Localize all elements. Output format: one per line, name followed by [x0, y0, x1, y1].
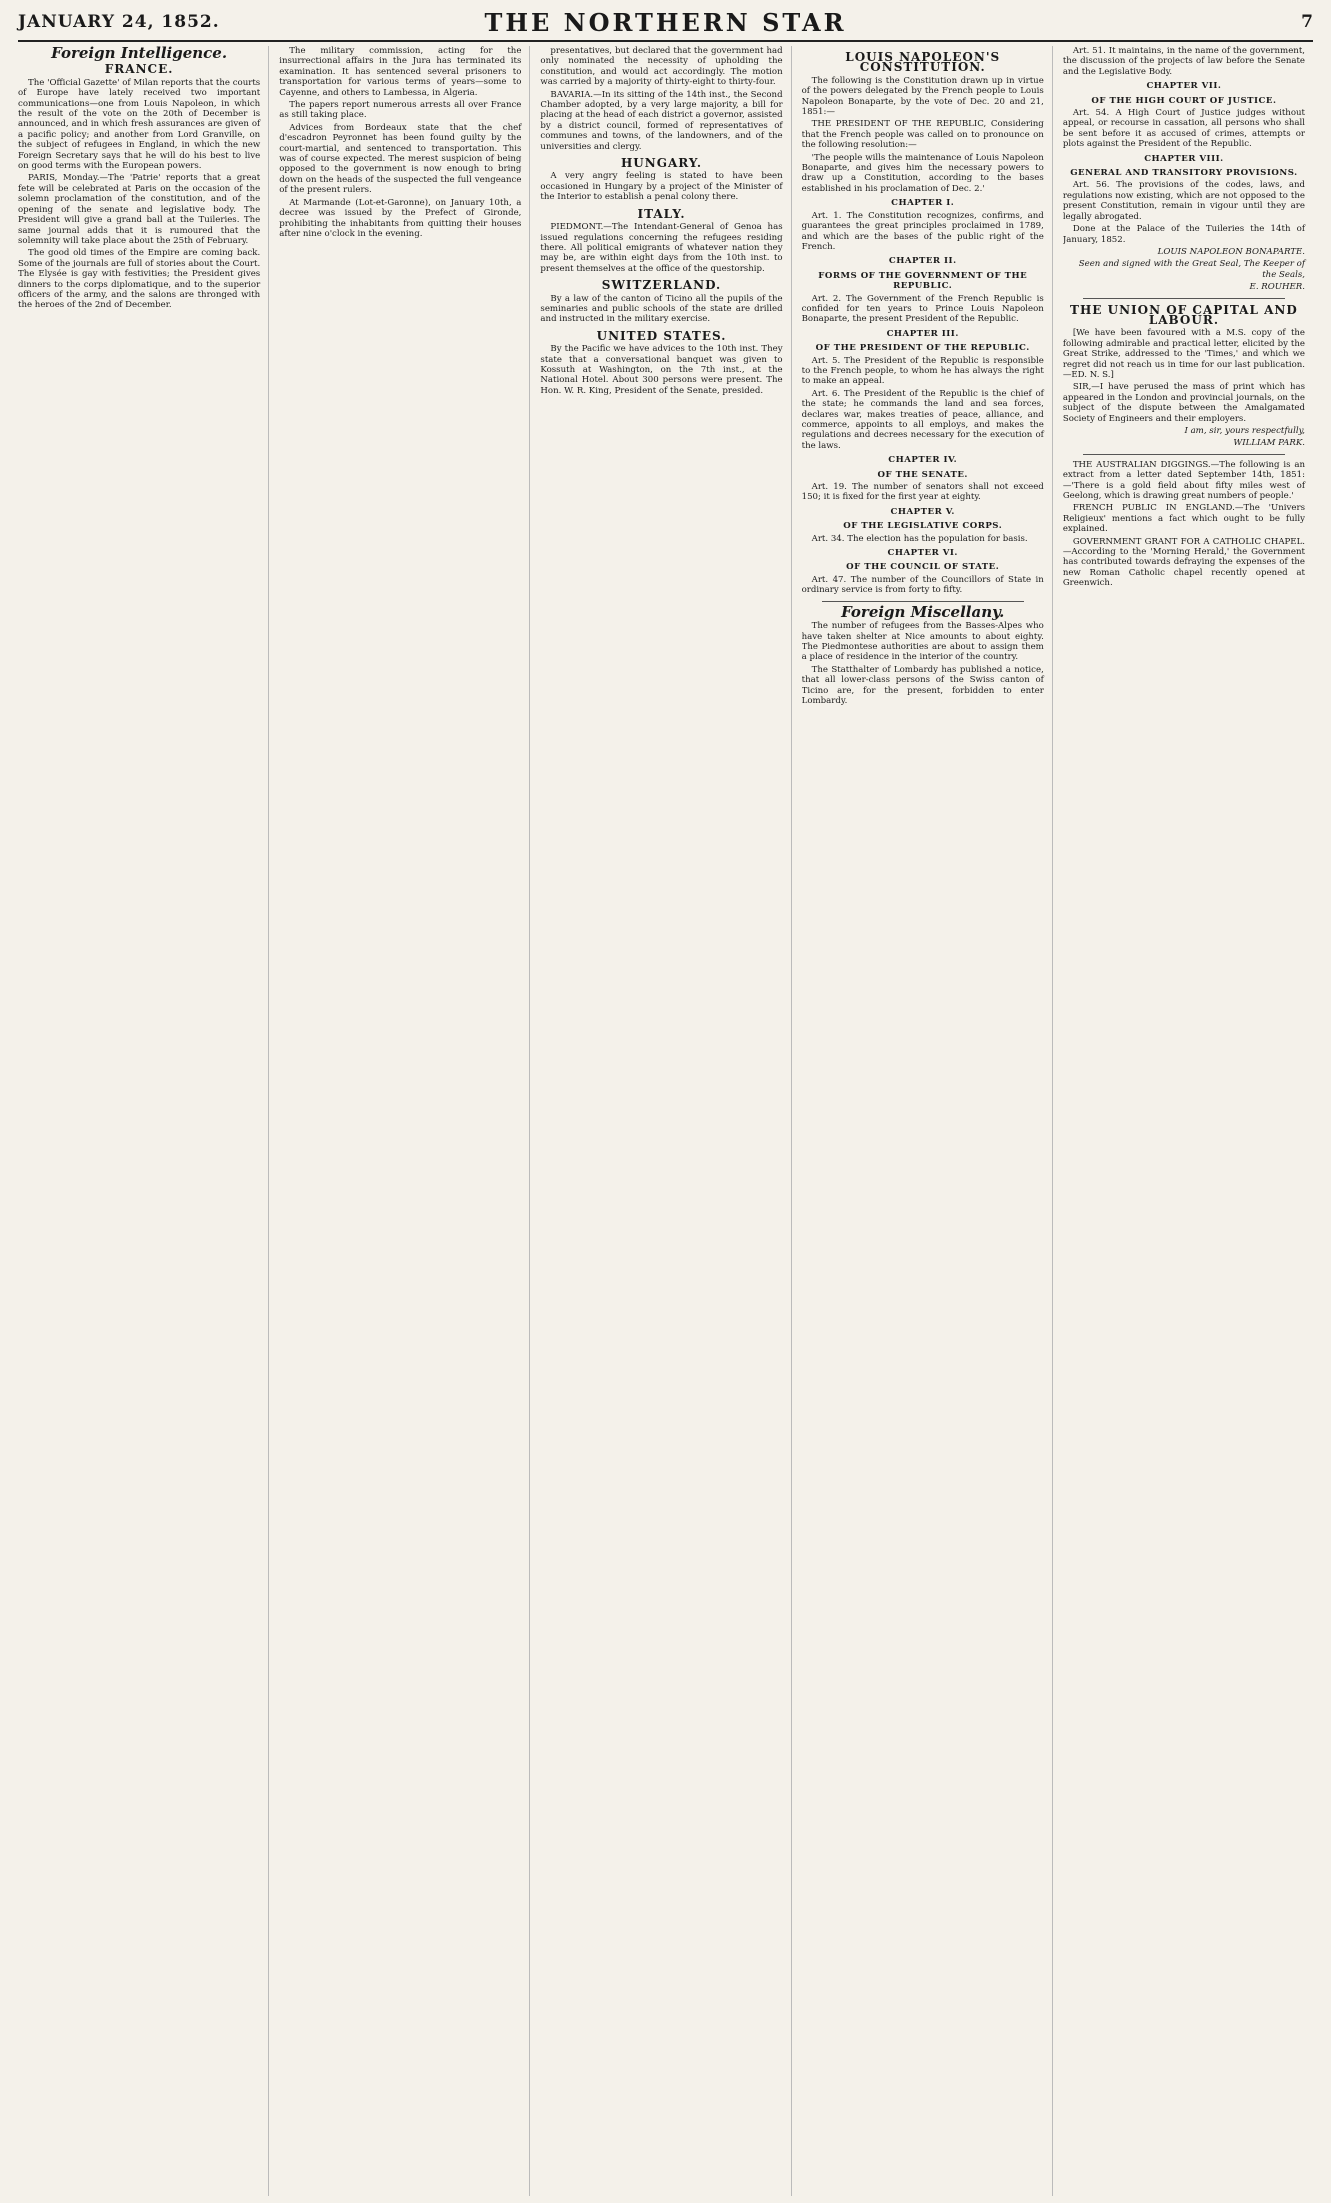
union-heading: THE UNION OF CAPITAL AND LABOUR. [1070, 302, 1298, 327]
chapter-subheading: OF THE HIGH COURT OF JUSTICE. [1091, 95, 1277, 106]
chapter-subheading: OF THE PRESIDENT OF THE REPUBLIC. [815, 343, 1030, 354]
article-paragraph: Art. 5. The President of the Republic is responsible to the French people, to whom he has always the right to make an appeal. [801, 355, 1044, 387]
column-5 [1063, 46, 1313, 2196]
chapter-subheading: OF THE LEGISLATIVE CORPS. [843, 521, 1003, 532]
article-paragraph: Art. 54. A High Court of Justice judges without appeal, or recourse in cassation, all persons who shall be sent before it as accused of crimes, attempts or plots against the President of the Republic. [1062, 108, 1306, 150]
article-paragraph: GOVERNMENT GRANT FOR A CATHOLIC CHAPEL.—According to the 'Morning Herald,' the Government has contributed towards defraying the expenses of the new Roman Catholic chapel recently opened at Greenwich. [1062, 536, 1306, 589]
chapter-heading: CHAPTER VIII. [1144, 153, 1224, 164]
article-paragraph: SIR,—I have perused the mass of print which has appeared in the London and provincial journals, on the subject of the dispute between the Amalgamated Society of Engineers and their employers. [1062, 382, 1306, 424]
chapter-heading: CHAPTER IV. [888, 455, 958, 466]
article-paragraph: Art. 56. The provisions of the codes, laws, and regulations now existing, which are not opposed to the present Constitution, remain in vigour until they are legally abrogated. [1062, 180, 1306, 222]
article-paragraph: 'The people wills the maintenance of Louis Napoleon Bonaparte, and gives him the necessary powers to draw up a Constitution, according to the bases established in his proclamation of Dec. 2.' [801, 152, 1044, 194]
hungary-heading: HUNGARY. [620, 156, 703, 171]
article-paragraph: At Marmande (Lot-et-Garonne), on January 10th, a decree was issued by the Prefect of Gironde, prohibiting the inhabitants from quitting their houses after nine o'clock in the evening. [279, 197, 522, 239]
section-title: Foreign Intelligence. [51, 46, 228, 62]
article-paragraph: The Statthalter of Lombardy has published a notice, that all lower-class persons of the Swiss canton of Ticino are, for the present, forbidden to enter Lombardy. [801, 664, 1044, 706]
article-paragraph: PARIS, Monday.—The 'Patrie' reports that a great fete will be celebrated at Paris on the occasion of the solemn proclamation of the constitution, and of the opening of the senate and legislative body. The President will give a grand ball at the Tuileries. The same journal adds that it is rumoured that the solemnity will take place about the 25th of February. [18, 173, 261, 246]
column-3 [540, 46, 791, 2196]
article-paragraph: The following is the Constitution drawn up in virtue of the powers delegated by the French people to Louis Napoleon Bonaparte, by the vote of Dec. 20 and 21, 1851:— [801, 75, 1044, 118]
chapter-heading: CHAPTER III. [886, 328, 959, 339]
chapter-heading: CHAPTER I. [891, 198, 955, 209]
chapter-heading: CHAPTER VI. [887, 548, 958, 559]
signature: WILLIAM PARK. [1233, 438, 1306, 449]
columns [18, 46, 1313, 2196]
article-paragraph: presentatives, but declared that the government had only nominated the necessity of upholding the constitution, and would act accordingly. The motion was carried by a majority of thirty-eight to thirty-four. [540, 46, 783, 88]
newspaper-title: THE NORTHERN STAR [484, 8, 847, 37]
chapter-heading: CHAPTER V. [890, 506, 955, 517]
article-paragraph: Art. 34. The election has the population for basis. [811, 533, 1028, 544]
article-paragraph: Art. 47. The number of the Councillors of State in ordinary service is from forty to fifty. [801, 574, 1044, 596]
article-paragraph: THE PRESIDENT OF THE REPUBLIC, Considering that the French people was called on to pronounce on the following resolution:— [801, 119, 1044, 151]
signature: E. ROUHER. [1249, 282, 1306, 293]
italy-heading: ITALY. [637, 206, 686, 221]
column-1 [18, 46, 269, 2196]
article-paragraph: THE AUSTRALIAN DIGGINGS.—The following is an extract from a letter dated September 14th, 1851:—'There is a gold field about fifty miles west of Geelong, which is drawing great numbers of people.' [1062, 459, 1306, 502]
chapter-subheading: GENERAL AND TRANSITORY PROVISIONS. [1070, 168, 1298, 179]
seal-note: Seen and signed with the Great Seal, The Keeper of the Seals, [1078, 259, 1306, 280]
signoff: I am, sir, yours respectfully, [1184, 426, 1306, 436]
article-paragraph: The good old times of the Empire are coming back. Some of the journals are full of stories about the Court. The Elysée is gay with festivities; the President gives dinners to the corps diplomatique, and to the superior officers of the army, and the salons are thronged with the heroes of the 2nd of December. [18, 248, 261, 311]
divider [1083, 454, 1285, 455]
chapter-heading: CHAPTER II. [888, 256, 957, 267]
article-paragraph: Art. 1. The Constitution recognizes, confirms, and guarantees the great principles proclaimed in 1789, and which are the bases of the public right of the French. [801, 210, 1044, 252]
page-number: 7 [1301, 12, 1313, 32]
article-paragraph: Advices from Bordeaux state that the chef d'escadron Peyronnet has been found guilty by the court-martial, and sentenced to transportation. This was of course expected. The merest suspicion of being opposed to the government is now enough to bring down on the heads of the suspected the full vengeance of the present rulers. [279, 122, 522, 196]
chapter-subheading: OF THE SENATE. [877, 469, 968, 480]
article-paragraph: A very angry feeling is stated to have been occasioned in Hungary by a project of the Minister of the Interior to establish a penal colony there. [540, 171, 783, 203]
chapter-subheading: OF THE COUNCIL OF STATE. [846, 562, 1000, 573]
article-paragraph: The number of refugees from the Basses-Alpes who have taken shelter at Nice amounts to about eighty. The Piedmontese authorities are about to assign them a place of residence in the interior of the country. [801, 621, 1044, 663]
foreign-miscellany-heading: Foreign Miscellany. [841, 602, 1005, 621]
article-paragraph: Art. 51. It maintains, in the name of the government, the discussion of the projects of law before the Senate and the Legislative Body. [1062, 46, 1306, 77]
article-paragraph: By a law of the canton of Ticino all the pupils of the seminaries and public schools of the state are drilled and instructed in the military exercise. [540, 293, 783, 325]
issue-date: JANUARY 24, 1852. [18, 12, 220, 32]
signature: LOUIS NAPOLEON BONAPARTE. [1157, 246, 1306, 257]
article-paragraph: FRENCH PUBLIC IN ENGLAND.—The 'Univers Religieux' mentions a fact which ought to be fully explained. [1062, 503, 1306, 535]
article-paragraph: Art. 2. The Government of the French Republic is confided for ten years to Prince Louis Napoleon Bonaparte, the present President of the Republic. [801, 293, 1044, 325]
article-paragraph: Done at the Palace of the Tuileries the 14th of January, 1852. [1062, 224, 1306, 245]
united-states-heading: UNITED STATES. [596, 328, 727, 343]
article-paragraph: Art. 19. The number of senators shall not exceed 150; it is fixed for the first year at eighty. [801, 482, 1044, 503]
article-paragraph: The military commission, acting for the insurrectional affairs in the Jura has terminated its examination. It has sentenced several prisoners to transportation for various terms of years—some to Cayenne, and others to Lambessa, in Algeria. [279, 46, 522, 98]
article-paragraph: PIEDMONT.—The Intendant-General of Genoa has issued regulations concerning the refugees residing there. All political emigrants of whatever nation they may be, are within eight days from the 10th inst. to present themselves at the office of the questorship. [540, 222, 783, 274]
column-4 [802, 46, 1053, 2196]
masthead [18, 6, 1313, 42]
article-paragraph: Art. 6. The President of the Republic is the chief of the state; he commands the land and sea forces, declares war, makes treaties of peace, alliance, and commerce, appoints to all employs, and makes the regulations and decrees necessary for the execution of the laws. [801, 388, 1044, 451]
article-paragraph: [We have been favoured with a M.S. copy of the following admirable and practical letter, elicited by the Great Strike, addressed to the 'Times,' and which we regret did not reach us in time for our last publication.—ED. N. S.] [1062, 328, 1306, 380]
chapter-subheading: FORMS OF THE GOVERNMENT OF THE REPUBLIC. [818, 270, 1028, 292]
divider [822, 601, 1024, 602]
column-2 [279, 46, 530, 2196]
article-paragraph: By the Pacific we have advices to the 10th inst. They state that a conversational banquet was given to Kossuth at Washington, on the 7th inst., at the National Hotel. About 300 persons were present. The Hon. W. R. King, President of the Senate, presided. [540, 344, 783, 396]
chapter-heading: CHAPTER VII. [1146, 81, 1222, 92]
divider [1083, 298, 1285, 299]
article-paragraph: The papers report numerous arrests all over France as still taking place. [279, 100, 522, 121]
article-paragraph: The 'Official Gazette' of Milan reports that the courts of Europe have lately received two important communications—one from Louis Napoleon, in which the result of the vote on the 20th of December is announced, and in which fresh assurances are given of a pacific policy; and another from Lord Granville, on the subject of refugees in England, in which the new Foreign Secretary says that he will do his best to live on good terms with the European powers. [18, 77, 261, 172]
france-heading: FRANCE. [104, 62, 174, 77]
article-paragraph: BAVARIA.—In its sitting of the 14th inst., the Second Chamber adopted, by a very large majority, a bill for placing at the head of each district a governor, assisted by a district council, formed of representatives of communes and towns, of the landowners, and of the universities and clergy. [540, 89, 783, 152]
constitution-heading: LOUIS NAPOLEON'S CONSTITUTION. [845, 50, 1001, 75]
switzerland-heading: SWITZERLAND. [601, 278, 722, 293]
